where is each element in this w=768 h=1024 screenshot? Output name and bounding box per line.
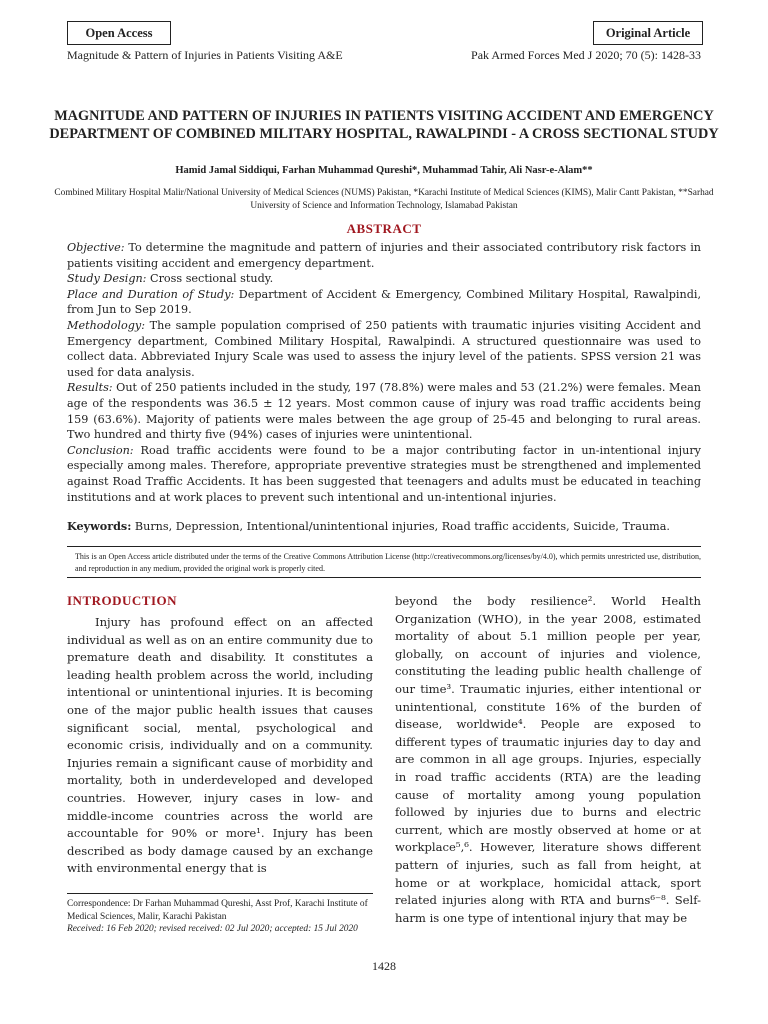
design-text: Cross sectional study. <box>146 272 274 286</box>
journal-reference: Pak Armed Forces Med J 2020; 70 (5): 1428-33 <box>471 48 701 62</box>
abstract-conclusion <box>67 443 701 505</box>
methodology-text: The sample population comprised of 250 patients with traumatic injuries visiting Accident and Emergency department, Combined Military Hospital, Rawalpindi. A structured questionnaire was used to collect data. Abbreviated Injury Scale was used to assess the injury level of the patients. SPSS version 21 was used for data analysis. <box>67 318 701 379</box>
results-text: Out of 250 patients included in the study, 197 (78.8%) were males and 53 (21.2%) were females. Mean age of the respondents was 36.5 ± 12 years. Most common cause of injury was road traffic accidents being 159 (63.6%). Majority of patients were males between the age group of 25-45 and belonging to rural areas. Two hundred and thirty five (94%) cases of injuries were unintentional. <box>67 381 701 442</box>
running-title: Magnitude & Pattern of Injuries in Patients Visiting A&E <box>67 48 343 62</box>
place-label: Place and Duration of Study: <box>67 287 235 301</box>
original-article-badge: Original Article <box>593 21 703 45</box>
open-access-badge: Open Access <box>67 21 171 45</box>
license-notice <box>67 546 701 578</box>
keywords-text: Burns, Depression, Intentional/unintentional injuries, Road traffic accidents, Suicide, Trauma. <box>131 520 670 533</box>
received-dates: Received: 16 Feb 2020; revised received: 02 Jul 2020; accepted: 15 Jul 2020 <box>67 924 358 934</box>
abstract-place <box>67 287 701 318</box>
place-text: Department of Accident & Emergency, Combined Military Hospital, Rawalpindi, from Jun to Sep 2019. <box>67 287 701 317</box>
abstract-design <box>67 271 701 287</box>
abstract-objective <box>67 240 701 271</box>
article-title: MAGNITUDE AND PATTERN OF INJURIES IN PATIENTS VISITING ACCIDENT AND EMERGENCY DEPARTMENT OF COMBINED MILITARY HOSPITAL, RAWALPINDI - A CROSS SECTIONAL STUDY <box>49 108 719 142</box>
introduction-heading: INTRODUCTION <box>67 593 178 608</box>
methodology-label: Methodology: <box>67 318 145 332</box>
introduction-left-column: Injury has profound effect on an affected individual as well as on an entire community due to premature death and disability. It constitutes a leading health problem across the world, including intentional or unintentional injuries. It is becoming one of the major public health issues that causes significant social, mental, psychological and economic crisis, individually and on a community. Injuries remain a significant cause of morbidity and mortality, both in underdeveloped and developed countries. However, injury cases in low- and middle-income countries across the world are accountable for 90% or more¹. Injury has been described as body damage caused by an exchange with environmental energy that is <box>67 615 373 876</box>
correspondence-text: Correspondence: Dr Farhan Muhammad Qureshi, Asst Prof, Karachi Institute of Medical Sciences, Malir, Karachi Pakistan <box>67 899 368 922</box>
keywords-label: Keywords: <box>67 519 132 533</box>
authors: Hamid Jamal Siddiqui, Farhan Muhammad Qureshi*, Muhammad Tahir, Ali Nasr-e-Alam** <box>175 165 593 176</box>
abstract-results <box>67 380 701 442</box>
results-label: Results: <box>67 381 113 395</box>
page-number: 1428 <box>372 959 396 973</box>
objective-label: Objective: <box>67 241 125 254</box>
objective-text: To determine the magnitude and pattern of injuries and their associated contributory risk factors in patients visiting accident and emergency department. <box>67 241 701 270</box>
abstract-body <box>67 240 701 505</box>
conclusion-text: Road traffic accidents were found to be a major contributing factor in un-intentional injury especially among males. Therefore, appropriate preventive strategies must be strengthened and implemented against Road Traffic Accidents. It has been suggested that teenagers and adults must be educated in teaching institutions and at work places to prevent such intentional and un-intentional injuries. <box>67 443 701 504</box>
design-label: Study Design: <box>67 272 147 286</box>
keywords <box>67 519 701 533</box>
abstract-methodology <box>67 318 701 380</box>
abstract-heading: ABSTRACT <box>346 221 422 236</box>
introduction-right-column: beyond the body resilience². World Health Organization (WHO), in the year 2008, estimated mortality of about 5.1 million people per year, globally, on account of injuries and violence, constituting the leading public health challenge of our time³. Traumatic injuries, either intentional or unintentional, constitute 16% of the burden of disease, worldwide⁴. People are exposed to different types of traumatic injuries day to day and are common in all age groups. Injuries, especially in road traffic accidents (RTA) are the leading cause of mortality among young population followed by injuries due to burns and electric current, which are mostly observed at home or at workplace⁵‚⁶. However, literature shows different pattern of injuries, such as fall from height, at home or at workplace, homicidal attack, sport related injuries along with RTA and burns⁶⁻⁸. Self-harm is one type of intentional injury that may be <box>395 594 701 925</box>
correspondence-footnote <box>67 893 373 936</box>
conclusion-label: Conclusion: <box>67 443 134 457</box>
affiliations: Combined Military Hospital Malir/National University of Medical Sciences (NUMS) Pakistan, *Karachi Institute of Medical Sciences (KIMS), Malir Cantt Pakistan, **Sarhad University of Science and Information Technology, Islamabad Pakistan <box>54 188 714 211</box>
license-text: This is an Open Access article distributed under the terms of the Creative Commons Attribution License (http://creativecommons.org/licenses/by/4.0), which permits unrestricted use, distribution, and reproduction in any medium, provided the original work is properly cited. <box>75 552 701 573</box>
